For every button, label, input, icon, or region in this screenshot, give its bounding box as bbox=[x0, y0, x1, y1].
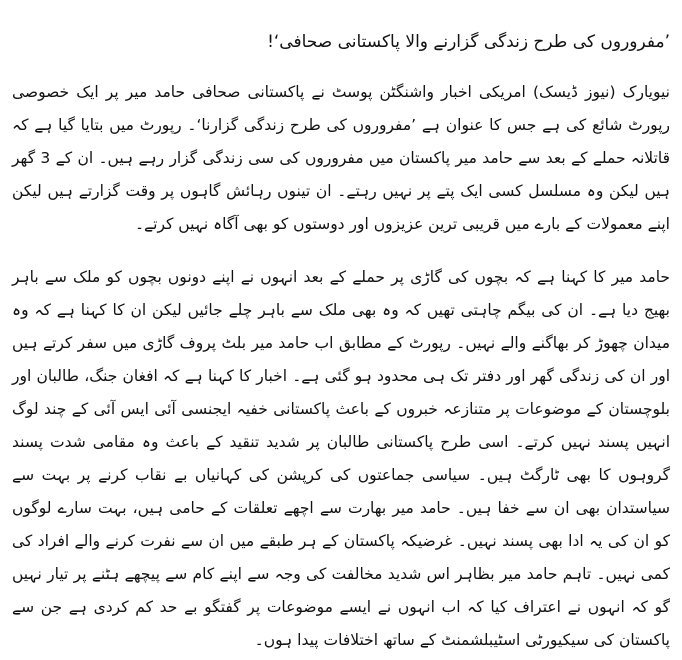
article-paragraph-2: حامد میر کا کہنا ہے کہ بچوں کی گاڑی پر حملے کے بعد انہوں نے اپنے دونوں بچوں کو ملک سے باہر بھیج دیا ہے۔ ان کی بیگم چاہتی تھیں کہ وہ بھی ملک سے باہر چلے جائیں لیکن ان کا کہنا ہے کہ وہ میدان چھوڑ کر بھاگنے والے نہیں۔ رپورٹ کے مطابق اب حامد میر بلٹ پروف گاڑی میں سفر کرتے ہیں اور ان کی زندگی گھر اور دفتر تک ہی محدود ہو گئی ہے۔ اخبار کا کہنا ہے کہ افغان جنگ، طالبان اور بلوچستان کے موضوعات پر متنازعہ خبروں کے باعث پاکستانی خفیہ ایجنسی آئی ایس آئی کے چند لوگ انہیں پسند نہیں کرتے۔ اسی طرح پاکستانی طالبان پر شدید تنقید کے باعث وہ مقامی شدت پسند گروہوں کا بھی ٹارگٹ ہیں۔ سیاسی جماعتوں کی کرپشن کی کہانیاں بے نقاب کرنے پر بہت سے سیاستدان بھی ان سے خفا ہیں۔ حامد میر بھارت سے اچھے تعلقات کے حامی ہیں، بہت سارے لوگوں کو ان کی یہ ادا بھی پسند نہیں۔ غرضیکہ پاکستان کے ہر طبقے میں ان سے نفرت کرنے والے افراد کی کمی نہیں۔ تاہم حامد میر بظاہر اس شدید مخالفت کی وجہ سے اپنے کام سے پیچھے ہٹنے پر تیار نہیں گو کہ انہوں نے اعتراف کیا کہ اب انہوں نے ایسے موضوعات پر گفتگو بے حد کم کردی ہے جن سے پاکستان کی سیکیورٹی اسٹیبلشمنٹ کے ساتھ اختلافات پیدا ہوں۔ bbox=[12, 268, 670, 649]
article-headline: ’مفروروں کی طرح زندگی گزارنے والا پاکستانی صحافی‘! bbox=[267, 32, 670, 52]
article-paragraph-1: نیویارک (نیوز ڈیسک) امریکی اخبار واشنگٹن پوسٹ نے پاکستانی صحافی حامد میر پر ایک خصوصی رپورٹ شائع کی ہے جس کا عنوان ہے ’مفروروں کی طرح زندگی گزارنا‘۔ رپورٹ میں بتایا گیا ہے کہ قاتلانہ حملے کے بعد سے حامد میر پاکستان میں مفروروں کی سی زندگی گزار رہے ہیں۔ ان کے 3 گھر ہیں لیکن وہ مسلسل کسی ایک پتے پر نہیں رہتے۔ ان تینوں رہائش گاہوں پر وقت گزارتے ہیں لیکن اپنے معمولات کے بارے میں قریبی ترین عزیزوں اور دوستوں کو بھی آگاہ نہیں کرتے۔ bbox=[12, 83, 670, 233]
